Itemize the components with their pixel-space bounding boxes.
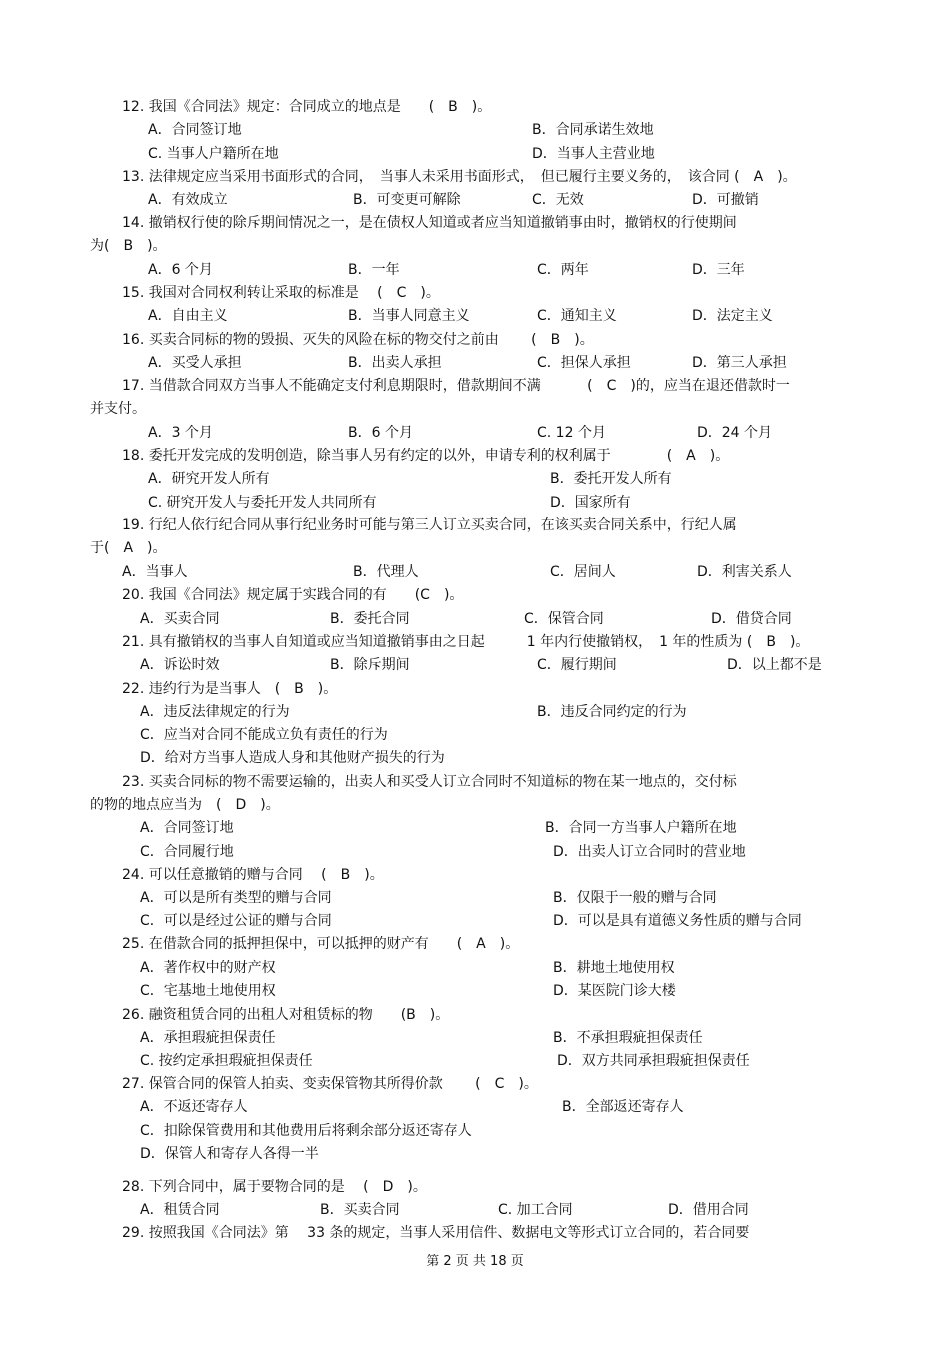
answer-option: A．3 个月 — [148, 425, 213, 441]
question-text: 18. 委托开发完成的发明创造，除当事人另有约定的以外，申请专利的权利属于 ( A )。 — [122, 448, 730, 464]
answer-option: B．代理人 — [353, 564, 419, 580]
answer-option: A．承担瑕疵担保责任 — [140, 1030, 276, 1046]
answer-option: C. 研究开发人与委托开发人共同所有 — [148, 495, 377, 511]
answer-option: C．两年 — [537, 262, 589, 278]
page-footer: 第 2 页 共 18 页 — [426, 1254, 524, 1269]
question-text: 为( B )。 — [90, 238, 167, 254]
question-text: 16. 买卖合同标的物的毁损、灭失的风险在标的物交付之前由 ( B )。 — [122, 332, 594, 348]
answer-option: A．买卖合同 — [140, 611, 220, 627]
question-text: 14. 撤销权行使的除斥期间情况之一，是在债权人知道或者应当知道撤销事由时，撤销权的行使期间 — [122, 215, 737, 231]
question-text: 的物的地点应当为 ( D )。 — [90, 797, 280, 813]
answer-option: A．当事人 — [122, 564, 188, 580]
answer-option: A．著作权中的财产权 — [140, 960, 276, 976]
answer-option: B．出卖人承担 — [348, 355, 442, 371]
answer-option: D．第三人承担 — [692, 355, 787, 371]
answer-option: C. 当事人户籍所在地 — [148, 146, 279, 162]
question-text: 28. 下列合同中，属于要物合同的是 ( D )。 — [122, 1179, 427, 1195]
question-text: 于( A )。 — [90, 540, 167, 556]
answer-option: C．可以是经过公证的赠与合同 — [140, 913, 332, 929]
answer-option: D．借贷合同 — [711, 611, 792, 627]
answer-option: D．保管人和寄存人各得一半 — [140, 1146, 319, 1162]
question-text: 19. 行纪人依行纪合同从事行纪业务时可能与第三人订立买卖合同，在该买卖合同关系中，行纪人属 — [122, 517, 737, 533]
question-text: 21. 具有撤销权的当事人自知道或应当知道撤销事由之日起 1 年内行使撤销权， 1 年的性质为 ( B )。 — [122, 634, 810, 650]
answer-option: B．委托开发人所有 — [550, 471, 672, 487]
answer-option: C．通知主义 — [537, 308, 617, 324]
question-text: 12. 我国《合同法》规定：合同成立的地点是 ( B )。 — [122, 99, 492, 115]
answer-option: C．扣除保管费用和其他费用后将剩余部分返还寄存人 — [140, 1123, 472, 1139]
answer-option: C．无效 — [532, 192, 584, 208]
answer-option: A．研究开发人所有 — [148, 471, 270, 487]
answer-option: C．宅基地土地使用权 — [140, 983, 276, 999]
answer-option: D．国家所有 — [550, 495, 631, 511]
answer-option: A．买受人承担 — [148, 355, 242, 371]
answer-option: B．耕地土地使用权 — [553, 960, 675, 976]
answer-option: A．租赁合同 — [140, 1202, 220, 1218]
answer-option: B．一年 — [348, 262, 400, 278]
answer-option: B．不承担瑕疵担保责任 — [553, 1030, 703, 1046]
answer-option: B．全部返还寄存人 — [562, 1099, 684, 1115]
answer-option: A．违反法律规定的行为 — [140, 704, 290, 720]
answer-option: D．某医院门诊大楼 — [553, 983, 676, 999]
answer-option: D．利害关系人 — [697, 564, 792, 580]
question-text: 20. 我国《合同法》规定属于实践合同的有 (C )。 — [122, 587, 464, 603]
answer-option: C．居间人 — [550, 564, 616, 580]
answer-option: B．合同承诺生效地 — [532, 122, 654, 138]
answer-option: D．可以是具有道德义务性质的赠与合同 — [553, 913, 802, 929]
question-text: 25. 在借款合同的抵押担保中，可以抵押的财产有 ( A )。 — [122, 936, 520, 952]
answer-option: D．双方共同承担瑕疵担保责任 — [557, 1053, 750, 1069]
answer-option: A．合同签订地 — [140, 820, 234, 836]
answer-option: D．出卖人订立合同时的营业地 — [553, 844, 746, 860]
question-text: 24. 可以任意撤销的赠与合同 ( B )。 — [122, 867, 384, 883]
answer-option: C．合同履行地 — [140, 844, 234, 860]
answer-option: B．委托合同 — [330, 611, 410, 627]
question-text: 17. 当借款合同双方当事人不能确定支付利息期限时，借款期间不满 ( C )的，应当在退还借款时一 — [122, 378, 790, 394]
question-text: 26. 融资租赁合同的出租人对租赁标的物 (B )。 — [122, 1007, 450, 1023]
answer-option: B．违反合同约定的行为 — [537, 704, 687, 720]
answer-option: D．法定主义 — [692, 308, 773, 324]
answer-option: B．可变更可解除 — [353, 192, 461, 208]
answer-option: C. 按约定承担瑕疵担保责任 — [140, 1053, 313, 1069]
question-text: 27. 保管合同的保管人拍卖、变卖保管物其所得价款 ( C )。 — [122, 1076, 538, 1092]
question-text: 15. 我国对合同权利转让采取的标准是 ( C )。 — [122, 285, 440, 301]
answer-option: D．24 个月 — [697, 425, 773, 441]
answer-option: D．可撤销 — [692, 192, 759, 208]
answer-option: B．当事人同意主义 — [348, 308, 470, 324]
answer-option: C. 加工合同 — [498, 1202, 573, 1218]
answer-option: C．保管合同 — [524, 611, 604, 627]
answer-option: C．担保人承担 — [537, 355, 631, 371]
answer-option: B．除斥期间 — [330, 657, 410, 673]
answer-option: D．以上都不是 — [727, 657, 822, 673]
answer-option: B．合同一方当事人户籍所在地 — [545, 820, 737, 836]
answer-option: B．买卖合同 — [320, 1202, 400, 1218]
answer-option: B．仅限于一般的赠与合同 — [553, 890, 717, 906]
answer-option: A．有效成立 — [148, 192, 228, 208]
answer-option: C．履行期间 — [537, 657, 617, 673]
answer-option: B．6 个月 — [348, 425, 413, 441]
answer-option: C．应当对合同不能成立负有责任的行为 — [140, 727, 388, 743]
answer-option: D．借用合同 — [668, 1202, 749, 1218]
answer-option: A．诉讼时效 — [140, 657, 220, 673]
question-text: 23. 买卖合同标的物不需要运输的，出卖人和买受人订立合同时不知道标的物在某一地点的，交付标 — [122, 774, 737, 790]
answer-option: A．不返还寄存人 — [140, 1099, 248, 1115]
question-text: 29. 按照我国《合同法》第 33 条的规定，当事人采用信件、数据电文等形式订立合同的，若合同要 — [122, 1225, 750, 1241]
answer-option: A．自由主义 — [148, 308, 228, 324]
answer-option: A．6 个月 — [148, 262, 213, 278]
question-text: 22. 违约行为是当事人 ( B )。 — [122, 681, 338, 697]
answer-option: D．当事人主营业地 — [532, 146, 655, 162]
answer-option: A．合同签订地 — [148, 122, 242, 138]
answer-option: C. 12 个月 — [537, 425, 606, 441]
question-text: 并支付。 — [90, 401, 146, 417]
answer-option: D．三年 — [692, 262, 745, 278]
answer-option: D．给对方当事人造成人身和其他财产损失的行为 — [140, 750, 445, 766]
answer-option: A．可以是所有类型的赠与合同 — [140, 890, 332, 906]
question-text: 13. 法律规定应当采用书面形式的合同， 当事人未采用书面形式， 但已履行主要义务的， 该合同 ( A )。 — [122, 169, 797, 185]
